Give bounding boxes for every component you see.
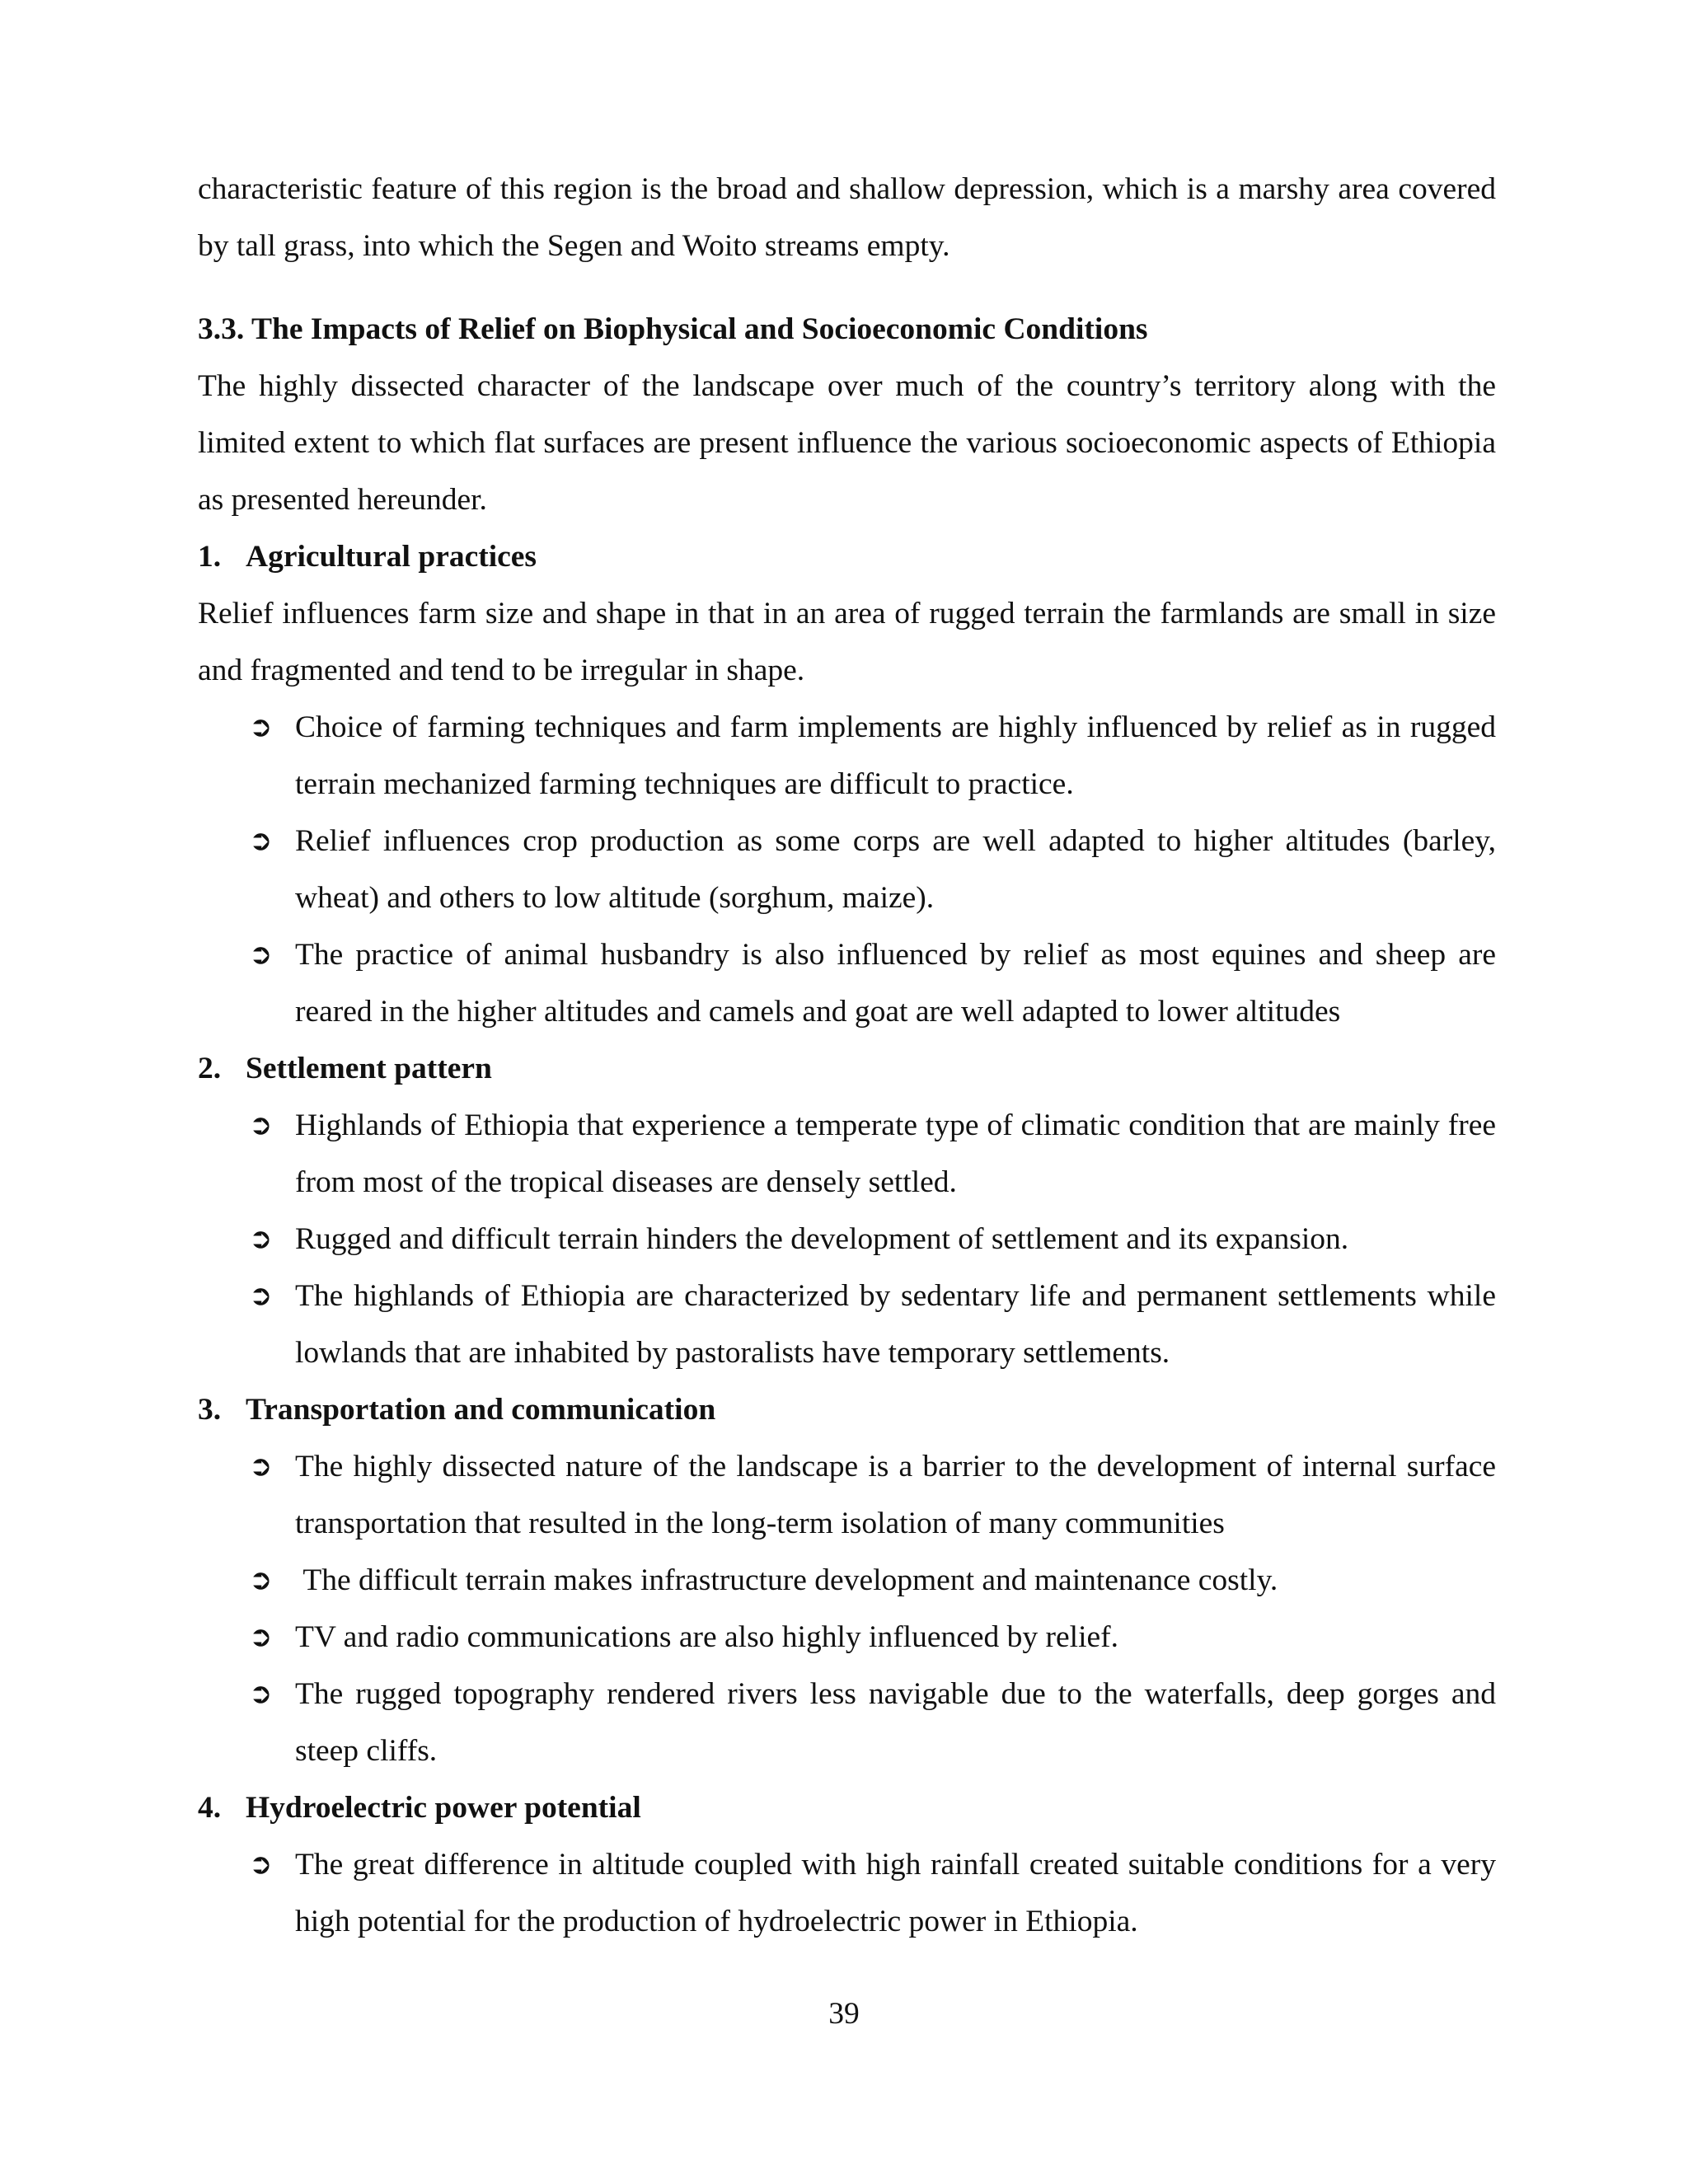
- bullet-text: The practice of animal husbandry is also influenced by relief as most equines and sheep are reared in the higher altitudes and camels and goat are well adapted to lower altitudes: [295, 938, 1496, 1029]
- document-page: [198, 161, 1496, 1950]
- arrow-bullet-icon: ➲: [249, 1620, 273, 1653]
- arrow-bullet-icon: ➲: [249, 824, 273, 857]
- section-intro-paragraph: The highly dissected character of the landscape over much of the country’s territory along with the limited extent to which flat surfaces are present influence the various socioeconomic aspects of Ethiopia as presented hereunder.: [198, 369, 1496, 517]
- bullet-text: The great difference in altitude coupled with high rainfall created suitable conditions for a very high potential for the production of hydroelectric power in Ethiopia.: [295, 1848, 1496, 1938]
- bullet-list: [198, 1438, 1496, 1779]
- bullet-item: [198, 1438, 1496, 1552]
- bullet-item: [198, 1211, 1496, 1268]
- arrow-bullet-icon: ➲: [249, 1848, 273, 1881]
- subsection-agricultural-practices: [198, 528, 1496, 1040]
- bullet-item: [198, 699, 1496, 813]
- subsection-number: 1.: [198, 540, 222, 574]
- subsection-number: 4.: [198, 1791, 222, 1825]
- section-heading: 3.3. The Impacts of Relief on Biophysical and Socioeconomic Conditions: [198, 312, 1148, 346]
- subsection-title: Transportation and communication: [246, 1393, 716, 1427]
- bullet-item: [198, 1097, 1496, 1211]
- arrow-bullet-icon: ➲: [249, 1563, 273, 1596]
- bullet-item: [198, 926, 1496, 1040]
- arrow-bullet-icon: ➲: [249, 1677, 273, 1710]
- bullet-item: [198, 1609, 1496, 1666]
- arrow-bullet-icon: ➲: [249, 710, 273, 743]
- subsection-number: 3.: [198, 1393, 222, 1427]
- subsection-heading: [198, 1040, 1496, 1097]
- page-number: 39: [828, 1997, 860, 2031]
- bullet-text: Choice of farming techniques and farm implements are highly influenced by relief as in rugged terrain mechanized farming techniques are difficult to practice.: [295, 710, 1496, 801]
- bullet-text: The highlands of Ethiopia are characterized by sedentary life and permanent settlements while lowlands that are inhabited by pastoralists have temporary settlements.: [295, 1279, 1496, 1370]
- subsection-heading: [198, 1779, 1496, 1836]
- bullet-item: [198, 1268, 1496, 1381]
- subsection-title: Agricultural practices: [246, 540, 537, 574]
- bullet-list: [198, 1097, 1496, 1381]
- arrow-bullet-icon: ➲: [249, 1279, 273, 1312]
- subsection-hydroelectric-power-potential: [198, 1779, 1496, 1950]
- subsection-number: 2.: [198, 1052, 222, 1085]
- bullet-text: The difficult terrain makes infrastructure development and maintenance costly.: [295, 1563, 1278, 1597]
- subsection-settlement-pattern: [198, 1040, 1496, 1381]
- bullet-text: The rugged topography rendered rivers less navigable due to the waterfalls, deep gorges and steep cliffs.: [295, 1677, 1496, 1768]
- bullet-text: Highlands of Ethiopia that experience a temperate type of climatic condition that are mainly free from most of the tropical diseases are densely settled.: [295, 1108, 1496, 1199]
- subsection-paragraph: Relief influences farm size and shape in that in an area of rugged terrain the farmlands are small in size and fragmented and tend to be irregular in shape.: [198, 597, 1496, 687]
- bullet-text: TV and radio communications are also highly influenced by relief.: [295, 1620, 1119, 1654]
- bullet-item: [198, 1836, 1496, 1950]
- bullet-list: [198, 699, 1496, 1040]
- subsection-title: Hydroelectric power potential: [246, 1791, 641, 1825]
- subsection-title: Settlement pattern: [246, 1052, 492, 1085]
- bullet-item: [198, 813, 1496, 926]
- subsection-heading: [198, 528, 1496, 585]
- arrow-bullet-icon: ➲: [249, 1108, 273, 1141]
- subsection-transportation-and-communication: [198, 1381, 1496, 1779]
- arrow-bullet-icon: ➲: [249, 1450, 273, 1483]
- bullet-list: [198, 1836, 1496, 1950]
- bullet-text: Rugged and difficult terrain hinders the development of settlement and its expansion.: [295, 1222, 1349, 1256]
- intro-paragraph: characteristic feature of this region is the broad and shallow depression, which is a marshy area covered by tall grass, into which the Segen and Woito streams empty.: [198, 172, 1496, 263]
- bullet-text: The highly dissected nature of the landscape is a barrier to the development of internal surface transportation that resulted in the long-term isolation of many communities: [295, 1450, 1496, 1540]
- arrow-bullet-icon: ➲: [249, 1222, 273, 1255]
- bullet-item: [198, 1666, 1496, 1779]
- bullet-item: [198, 1552, 1496, 1609]
- subsection-heading: [198, 1381, 1496, 1438]
- arrow-bullet-icon: ➲: [249, 938, 273, 971]
- bullet-text: Relief influences crop production as some corps are well adapted to higher altitudes (barley, wheat) and others to low altitude (sorghum, maize).: [295, 824, 1496, 915]
